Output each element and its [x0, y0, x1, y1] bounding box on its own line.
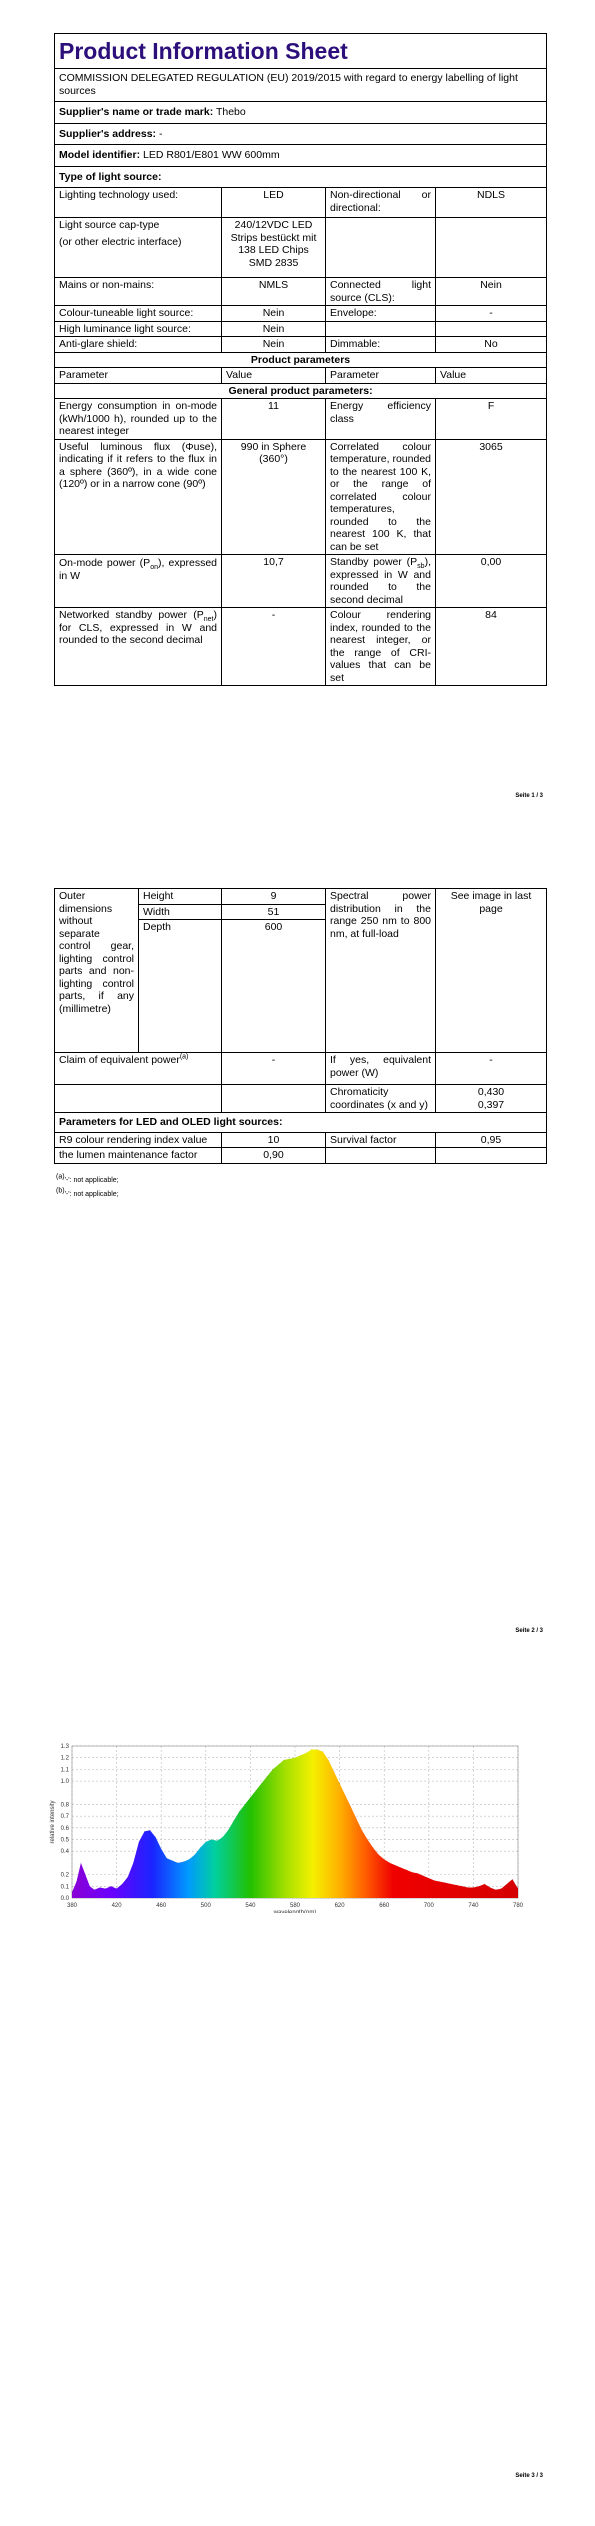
footnote-b-text: '-': not applicable;	[64, 1191, 119, 1198]
net-label-sub: net	[203, 616, 214, 624]
net-label	[55, 608, 222, 686]
cap-label	[55, 218, 222, 278]
y-tick-label: 1.0	[60, 1779, 69, 1786]
chroma-empty-1	[55, 1085, 222, 1113]
spectrum-point	[295, 1757, 296, 1758]
spectrum-point	[306, 1753, 307, 1754]
page-title: Product Information Sheet	[55, 34, 547, 69]
spectrum-point	[205, 1842, 206, 1843]
spectrum-point	[144, 1831, 145, 1832]
page-2	[0, 840, 595, 1680]
y-tick-label: 0.0	[60, 1896, 69, 1902]
cls-value: Nein	[436, 278, 547, 306]
spectrum-point	[417, 1873, 418, 1874]
width-label: Width	[139, 904, 222, 920]
spectrum-point	[490, 1887, 491, 1888]
col-value-1: Value	[222, 368, 326, 384]
y-axis-label: relative intensity	[50, 1800, 56, 1844]
standby-label-sub: sb	[417, 563, 425, 571]
spectrum-point	[111, 1886, 112, 1887]
spectrum-point	[356, 1818, 357, 1819]
y-tick-label: 0.2	[60, 1872, 69, 1879]
y-tick-label: 0.1	[60, 1884, 69, 1891]
spectrum-point	[267, 1776, 268, 1777]
eclass-label: Energy efficiency class	[326, 399, 436, 440]
spectrum-point	[317, 1749, 318, 1750]
y-tick-label: 0.7	[60, 1814, 69, 1821]
product-info-table	[54, 33, 547, 686]
lumen-value: 0,90	[222, 1148, 326, 1164]
x-tick-label: 460	[156, 1903, 167, 1909]
spectrum-point	[239, 1811, 240, 1812]
spectrum-point	[467, 1887, 468, 1888]
col-param-1: Parameter	[55, 368, 222, 384]
mains-value: NMLS	[222, 278, 326, 306]
spectrum-point	[350, 1806, 351, 1807]
spectrum-point	[122, 1884, 123, 1885]
eclass-value: F	[436, 399, 547, 440]
glare-value: Nein	[222, 337, 326, 353]
footnote-b	[56, 1187, 119, 1200]
chroma-empty-2	[222, 1085, 326, 1113]
onmode-label-a: On-mode power (P	[59, 557, 151, 569]
x-tick-label: 380	[66, 1903, 78, 1909]
surv-label: Survival factor	[326, 1132, 436, 1148]
spectrum-point	[395, 1865, 396, 1866]
x-tick-label: 580	[289, 1903, 301, 1909]
spectrum-point	[244, 1804, 245, 1805]
lumen-empty-2	[436, 1148, 547, 1164]
x-tick-label: 620	[334, 1903, 345, 1909]
dimensions-table	[54, 888, 547, 1164]
standby-value: 0,00	[436, 555, 547, 608]
spectrum-point	[233, 1820, 234, 1821]
env-value: -	[436, 306, 547, 322]
model-value: LED R801/E801 WW 600mm	[143, 149, 280, 161]
spectrum-point	[228, 1830, 229, 1831]
tech-label: Lighting technology used:	[55, 188, 222, 218]
spectrum-point	[406, 1870, 407, 1871]
spectrum-point	[183, 1861, 184, 1862]
ifyes-label: If yes, equivalent power (W)	[326, 1053, 436, 1085]
spectrum-chart	[48, 1738, 538, 1913]
width-value: 51	[222, 904, 326, 920]
cls-label: Connected light source (CLS):	[326, 278, 436, 306]
spectrum-point	[172, 1860, 173, 1861]
hl-value: Nein	[222, 321, 326, 337]
cap-label-line2: (or other electric interface)	[59, 235, 182, 248]
model-row	[55, 145, 547, 167]
x-axis-label: wavelength(nm)	[273, 1910, 317, 1913]
tune-label: Colour-tuneable light source:	[55, 306, 222, 322]
x-tick-label: 740	[468, 1903, 479, 1909]
cri-label: Colour rendering index, rounded to the nearest integer, or the range of CRI-values that can be set	[326, 608, 436, 686]
spectrum-point	[217, 1840, 218, 1841]
spectrum-point	[178, 1863, 179, 1864]
spectrum-point	[428, 1878, 429, 1879]
hl-empty-value	[436, 321, 547, 337]
spd-value: See image in last page	[436, 889, 547, 1053]
spectrum-point	[94, 1889, 95, 1890]
claim-value: -	[222, 1053, 326, 1085]
spectrum-point	[85, 1874, 86, 1875]
spectrum-point	[72, 1892, 73, 1893]
spectrum-point	[150, 1830, 151, 1831]
r9-value: 10	[222, 1132, 326, 1148]
hl-empty-label	[326, 321, 436, 337]
tech-value: LED	[222, 188, 326, 218]
depth-value: 600	[222, 920, 326, 1053]
spectrum-point	[334, 1771, 335, 1772]
spectrum-point	[100, 1887, 101, 1888]
chroma-y: 0,397	[477, 1098, 505, 1111]
spectrum-point	[261, 1783, 262, 1784]
y-tick-label: 0.8	[60, 1802, 69, 1809]
energy-label: Energy consumption in on-mode (kWh/1000 h), rounded up to the nearest integer	[55, 399, 222, 440]
spectrum-point	[323, 1751, 324, 1752]
chart-area-group	[72, 1749, 519, 1898]
cap-label-line1: Light source cap-type	[59, 219, 160, 231]
spectrum-point	[211, 1839, 212, 1840]
spectrum-point	[139, 1842, 140, 1843]
spectrum-point	[311, 1749, 312, 1750]
x-tick-label: 540	[245, 1903, 256, 1909]
params-heading: Product parameters	[55, 352, 547, 368]
height-value: 9	[222, 889, 326, 905]
ifyes-value: -	[436, 1053, 547, 1085]
col-param-2: Parameter	[326, 368, 436, 384]
spectrum-point	[367, 1839, 368, 1840]
cct-value: 3065	[436, 439, 547, 555]
onmode-label-sub: on	[150, 564, 158, 572]
spectrum-point	[272, 1769, 273, 1770]
x-tick-label: 700	[423, 1903, 434, 1909]
env-label: Envelope:	[326, 306, 436, 322]
spectrum-point	[256, 1790, 257, 1791]
chroma-x: 0,430	[477, 1086, 505, 1098]
standby-label-a: Standby power (P	[330, 556, 418, 568]
cap-value: 240/12VDC LED Strips bestückt mit 138 LED Chips SMD 2835	[222, 218, 326, 278]
page-number-3: Seite 3 / 3	[515, 2473, 543, 2479]
spectrum-point	[423, 1875, 424, 1876]
nondir-label: Non-directional or directional:	[326, 188, 436, 218]
tune-value: Nein	[222, 306, 326, 322]
onmode-label	[55, 555, 222, 608]
spectrum-point	[116, 1888, 117, 1889]
spectrum-point	[250, 1797, 251, 1798]
dim-value: No	[436, 337, 547, 353]
spectrum-point	[328, 1760, 329, 1761]
general-heading: General product parameters:	[55, 383, 547, 399]
flux-value: 990 in Sphere (360°)	[222, 439, 326, 555]
spectrum-point	[501, 1888, 502, 1889]
col-value-2: Value	[436, 368, 547, 384]
x-tick-label: 420	[111, 1903, 122, 1909]
spectrum-point	[518, 1888, 519, 1889]
nondir-value: NDLS	[436, 188, 547, 218]
x-tick-label: 660	[379, 1903, 390, 1909]
spectrum-point	[194, 1854, 195, 1855]
spectrum-point	[222, 1837, 223, 1838]
spectrum-point	[339, 1783, 340, 1784]
spectrum-point	[127, 1877, 128, 1878]
spectrum-point	[378, 1854, 379, 1855]
flux-label: Useful luminous flux (Φuse), indicating if it refers to the flux in a sphere (360º), in a wide cone (120º) or in a narrow cone (90º)	[55, 439, 222, 555]
spectrum-point	[440, 1881, 441, 1882]
spectrum-point	[76, 1881, 77, 1882]
spectrum-point	[278, 1764, 279, 1765]
spectrum-svg	[48, 1738, 538, 1913]
standby-label-b: ), expressed in W and rounded to the second decimal	[330, 556, 431, 606]
spectrum-point	[456, 1885, 457, 1886]
net-value: -	[222, 608, 326, 686]
spectrum-point	[512, 1879, 513, 1880]
y-tick-label: 0.4	[60, 1849, 69, 1856]
spectrum-point	[495, 1889, 496, 1890]
cap-empty-value	[436, 218, 547, 278]
spectrum-point	[200, 1847, 201, 1848]
spectrum-point	[373, 1847, 374, 1848]
spectrum-point	[289, 1759, 290, 1760]
spectrum-point	[451, 1884, 452, 1885]
supplier-value: Thebo	[215, 106, 246, 118]
glare-label: Anti-glare shield:	[55, 337, 222, 353]
x-tick-labels	[67, 1903, 524, 1909]
y-tick-label: 1.1	[60, 1767, 69, 1774]
spectrum-point	[161, 1849, 162, 1850]
spd-label: Spectral power distribution in the range 250 nm to 800 nm, at full-load	[326, 889, 436, 1053]
spectrum-point	[89, 1886, 90, 1887]
x-tick-label: 780	[512, 1903, 524, 1909]
surv-value: 0,95	[436, 1132, 547, 1148]
spectrum-point	[105, 1888, 106, 1889]
r9-label: R9 colour rendering index value	[55, 1132, 222, 1148]
lumen-label: the lumen maintenance factor	[55, 1148, 222, 1164]
cct-label: Correlated colour temperature, rounded to the nearest 100 K, or the range of correlated colour temperatures, rounded to the nearest 100 K, that can be set	[326, 439, 436, 555]
spectrum-point	[189, 1859, 190, 1860]
hl-label: High luminance light source:	[55, 321, 222, 337]
onmode-value: 10,7	[222, 555, 326, 608]
standby-label	[326, 555, 436, 608]
spectrum-point	[155, 1837, 156, 1838]
spectrum-point	[345, 1795, 346, 1796]
y-tick-label: 1.3	[60, 1744, 69, 1750]
y-tick-label: 0.5	[60, 1837, 69, 1844]
x-tick-label: 500	[200, 1903, 211, 1909]
page-1	[0, 0, 595, 840]
energy-value: 11	[222, 399, 326, 440]
chroma-value	[436, 1085, 547, 1113]
spectrum-point	[462, 1886, 463, 1887]
lumen-empty-1	[326, 1148, 436, 1164]
type-heading: Type of light source:	[55, 166, 547, 188]
spectrum-point	[479, 1886, 480, 1887]
footnote-b-mark: (b)	[56, 1187, 65, 1195]
spectrum-point	[445, 1882, 446, 1883]
cri-value: 84	[436, 608, 547, 686]
footnote-a-text: '-': not applicable;	[64, 1177, 119, 1184]
spectrum-point	[166, 1858, 167, 1859]
spectrum-area	[72, 1750, 518, 1899]
spectrum-point	[412, 1872, 413, 1873]
address-label: Supplier's address:	[59, 127, 157, 140]
spectrum-point	[300, 1755, 301, 1756]
model-label: Model identifier:	[59, 149, 141, 161]
net-label-a: Networked standby power (P	[59, 609, 204, 621]
onmode-label-b: ), expressed in W	[59, 557, 217, 582]
cap-empty-label	[326, 218, 436, 278]
spectrum-point	[362, 1830, 363, 1831]
claim-label-text: Claim of equivalent power	[59, 1054, 180, 1066]
claim-label	[55, 1053, 222, 1085]
regulation-text: COMMISSION DELEGATED REGULATION (EU) 2019/2015 with regard to energy labelling of light sources	[55, 69, 547, 102]
dim-label: Dimmable:	[326, 337, 436, 353]
spectrum-point	[133, 1863, 134, 1864]
spectrum-point	[283, 1760, 284, 1761]
mains-label: Mains or non-mains:	[55, 278, 222, 306]
page-number-2: Seite 2 / 3	[515, 1628, 543, 1634]
spectrum-point	[401, 1867, 402, 1868]
net-label-b: ) for CLS, expressed in W and rounded to the second decimal	[59, 609, 217, 646]
spectrum-point	[384, 1859, 385, 1860]
supplier-row	[55, 102, 547, 124]
address-value: -	[158, 127, 163, 140]
y-tick-label: 1.2	[60, 1755, 69, 1762]
led-heading: Parameters for LED and OLED light sources:	[55, 1113, 547, 1133]
spectrum-point	[389, 1863, 390, 1864]
chroma-label: Chromaticity coordinates (x and y)	[326, 1085, 436, 1113]
address-row	[55, 123, 547, 145]
depth-label: Depth	[139, 920, 222, 1053]
supplier-label: Supplier's name or trade mark:	[59, 106, 214, 118]
footnote-a	[56, 1173, 119, 1186]
spectrum-point	[506, 1884, 507, 1885]
outer-dimensions-label: Outer dimensions without separate control gear, lighting control parts and non-lighting control parts, if any (millimetre)	[55, 889, 139, 1053]
y-tick-label: 0.6	[60, 1825, 69, 1832]
spectrum-point	[484, 1884, 485, 1885]
footnote-a-mark: (a)	[56, 1173, 65, 1181]
page-number-1: Seite 1 / 3	[515, 793, 543, 799]
height-label: Height	[139, 889, 222, 905]
claim-sup: (a)	[179, 1053, 189, 1061]
spectrum-point	[81, 1863, 82, 1864]
spectrum-point	[473, 1887, 474, 1888]
y-tick-labels	[61, 1744, 70, 1902]
spectrum-point	[434, 1880, 435, 1881]
